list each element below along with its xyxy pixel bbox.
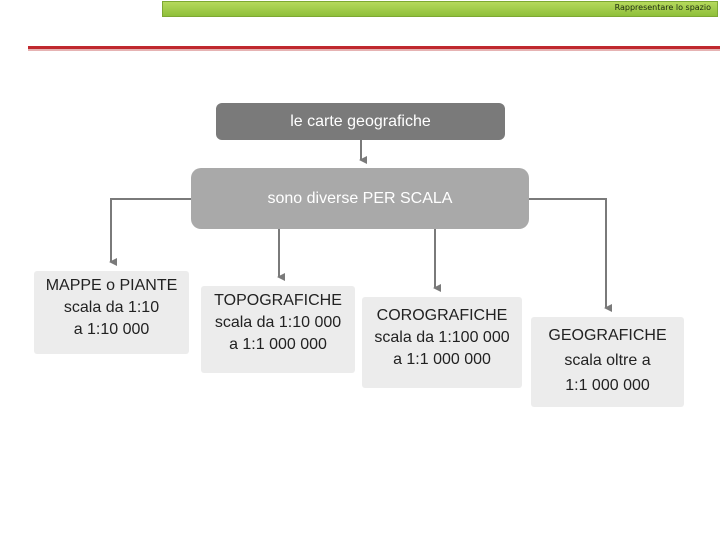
leaf-scale-to: 1:1 000 000 xyxy=(565,377,650,394)
root-node: le carte geografiche xyxy=(216,103,505,140)
section-label: Rappresentare lo spazio xyxy=(614,3,711,12)
leaf-title: MAPPE o PIANTE xyxy=(45,277,178,294)
leaf-node-mappe xyxy=(34,271,189,354)
leaf-title: COROGRAFICHE xyxy=(376,307,508,324)
leaf-scale-from: scala da 1:100 000 xyxy=(374,329,510,346)
leaf-node-corografiche xyxy=(362,297,522,388)
leaf-node-geografiche xyxy=(531,317,684,407)
leaf-scale-to: a 1:1 000 000 xyxy=(229,336,327,353)
arrow-to-geografiche xyxy=(529,199,606,308)
leaf-scale-from: scala da 1:10 xyxy=(63,299,160,316)
leaf-title: TOPOGRAFICHE xyxy=(214,292,342,309)
leaf-scale-from: scala oltre a xyxy=(564,352,651,369)
leaf-title: GEOGRAFICHE xyxy=(548,327,667,344)
scale-node: sono diverse PER SCALA xyxy=(191,168,529,229)
leaf-scale-to: a 1:1 000 000 xyxy=(393,351,491,368)
leaf-scale-from: scala da 1:10 000 xyxy=(214,314,342,331)
leaf-node-topografiche xyxy=(201,286,355,373)
arrow-to-mappe xyxy=(111,199,191,262)
leaf-scale-to: a 1:10 000 xyxy=(73,321,150,338)
